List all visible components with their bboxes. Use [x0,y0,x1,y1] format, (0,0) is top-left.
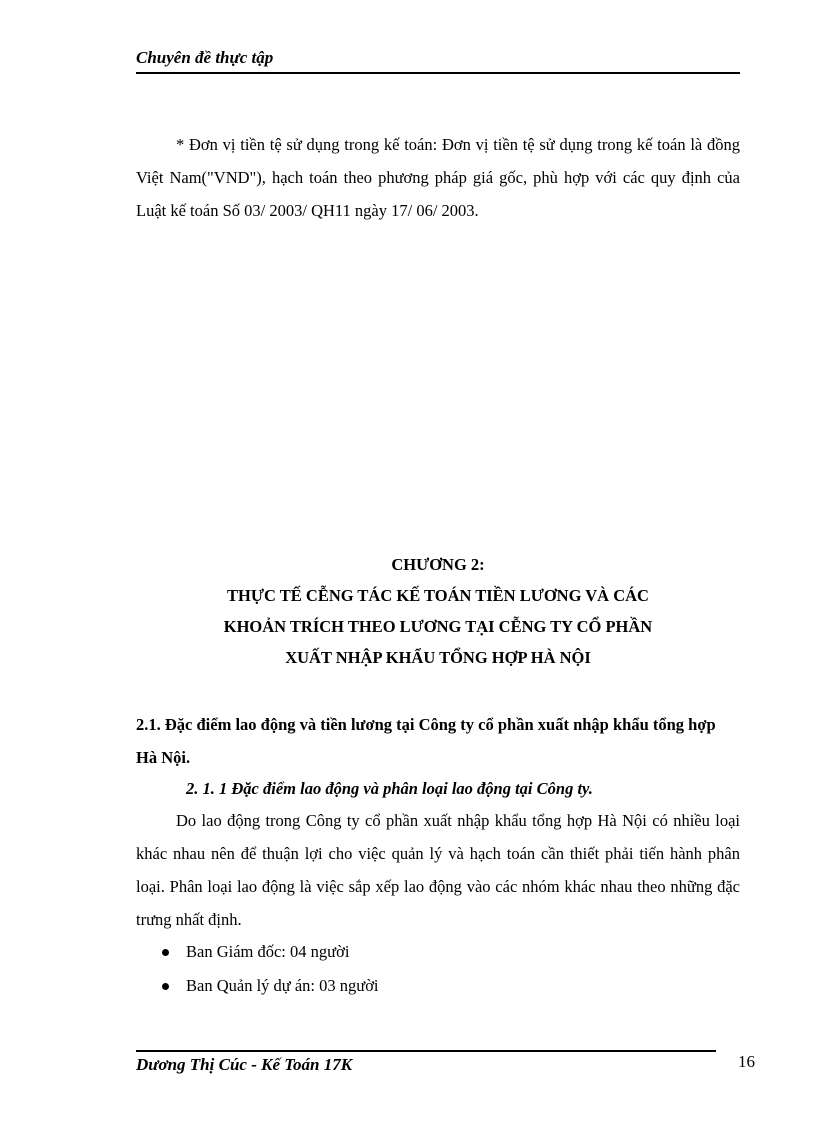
chapter-title-line-1: THỰC TẾ CỄNG TÁC KẾ TOÁN TIỀN LƯƠNG VÀ CÁC [227,586,649,605]
list-item: Ban Giám đốc: 04 người [136,935,740,969]
subsection-heading: 2. 1. 1 Đặc điểm lao động và phân loại lao động tại Công ty. [186,779,593,798]
page-number: 16 [738,1052,755,1071]
section-heading: 2.1. Đặc điểm lao động và tiền lương tại Công ty cổ phần xuất nhập khẩu tổng hợp Hà Nội. [136,715,716,767]
bullet-icon [162,949,169,956]
header-title: Chuyên đề thực tập [136,48,274,67]
bullet-list [136,935,740,1003]
chapter-title-line-2: KHOẢN TRÍCH THEO LƯƠNG TẠI CỄNG TY CỔ PHẦN [223,617,653,636]
list-item: Ban Quản lý dự án: 03 người [136,969,740,1003]
footer-author: Dương Thị Cúc - Kế Toán 17K [136,1055,353,1074]
chapter-heading [136,549,740,673]
bullet-icon [162,983,169,990]
currency-paragraph: * Đơn vị tiền tệ sử dụng trong kế toán: Đơn vị tiền tệ sử dụng trong kế toán là đồng Việt Nam("VND"), hạch toán theo phương pháp giá gốc, phù hợp với các quy định của Luật kế toán Số 03/ 2003/ QH11 ngày 17/ 06/ 2003. [136,135,740,220]
header-divider [136,72,740,74]
labor-paragraph: Do lao động trong Công ty cổ phần xuất nhập khẩu tổng hợp Hà Nội có nhiều loại khác nhau nên để thuận lợi cho việc quản lý và hạch toán cần thiết phải tiến hành phân loại. Phân loại lao động là việc sắp xếp lao động vào các nhóm khác nhau theo những đặc trưng nhất định. [136,811,740,929]
footer-divider [136,1050,716,1052]
chapter-title-line-3: XUẤT NHẬP KHẨU TỔNG HỢP HÀ NỘI [285,648,591,667]
chapter-number: CHƯƠNG 2: [391,555,485,574]
